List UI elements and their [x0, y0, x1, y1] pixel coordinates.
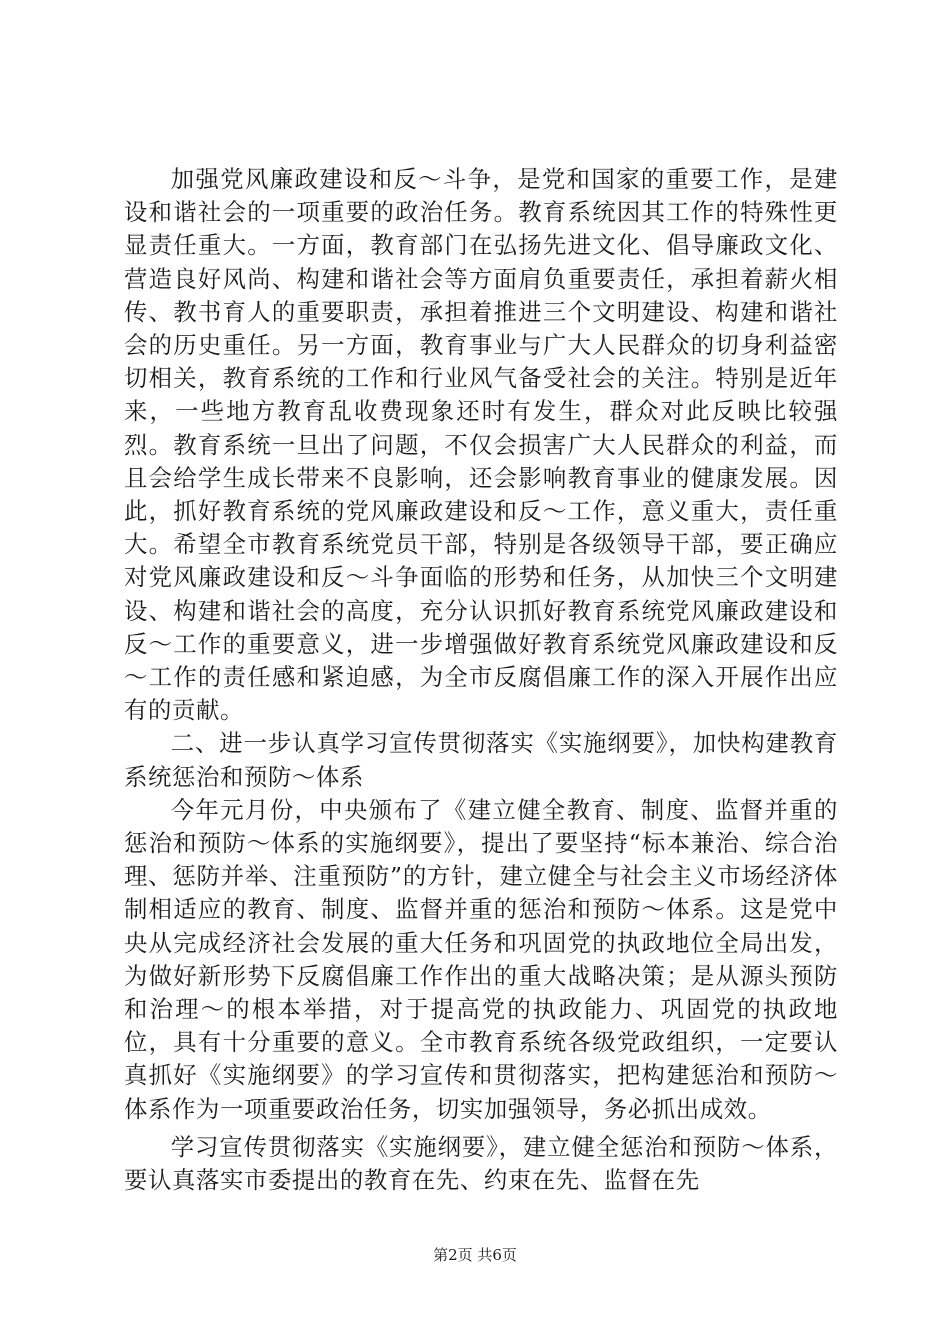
- paragraph-2: 今年元月份，中央颁布了《建立健全教育、制度、监督并重的惩治和预防～体系的实施纲要》，提出了要坚持“标本兼治、综合治理、惩防并举、注重预防”的方针，建立健全与社会主义市场经济体制相适应的教育、制度、监督并重的惩治和预防～体系。这是党中央从完成经济社会发展的重大任务和巩固党的执政地位全局出发，为做好新形势下反腐倡廉工作作出的重大战略决策；是从源头预防和治理～的根本举措，对于提高党的执政能力、巩固党的执政地位，具有十分重要的意义。全市教育系统各级党政组织，一定要认真抓好《实施纲要》的学习宣传和贯彻落实，把构建惩治和预防～体系作为一项重要政治任务，切实加强领导，务必抓出成效。: [124, 795, 838, 1123]
- document-body: [124, 163, 838, 1197]
- paragraph-3: 学习宣传贯彻落实《实施纲要》，建立健全惩治和预防～体系，要认真落实市委提出的教育在先、约束在先、监督在先: [124, 1132, 838, 1195]
- section-heading: 二、进一步认真学习宣传贯彻落实《实施纲要》，加快构建教育系统惩治和预防～体系: [124, 729, 838, 791]
- page-footer: 第2页 共6页: [433, 1246, 517, 1264]
- paragraph-1: 加强党风廉政建设和反～斗争，是党和国家的重要工作，是建设和谐社会的一项重要的政治任务。教育系统因其工作的特殊性更显责任重大。一方面，教育部门在弘扬先进文化、倡导廉政文化、营造良好风尚、构建和谐社会等方面肩负重要责任，承担着薪火相传、教书育人的重要职责，承担着推进三个文明建设、构建和谐社会的历史重任。另一方面，教育事业与广大人民群众的切身利益密切相关，教育系统的工作和行业风气备受社会的关注。特别是近年来，一些地方教育乱收费现象还时有发生，群众对此反映比较强烈。教育系统一旦出了问题，不仅会损害广大人民群众的利益，而且会给学生成长带来不良影响，还会影响教育事业的健康发展。因此，抓好教育系统的党风廉政建设和反～工作，意义重大，责任重大。希望全市教育系统党员干部，特别是各级领导干部，要正确应对党风廉政建设和反～斗争面临的形势和任务，从加快三个文明建设、构建和谐社会的高度，充分认识抓好教育系统党风廉政建设和反～工作的重要意义，进一步增强做好教育系统党风廉政建设和反～工作的责任感和紧迫感，为全市反腐倡廉工作的深入开展作出应有的贡献。: [124, 165, 838, 725]
